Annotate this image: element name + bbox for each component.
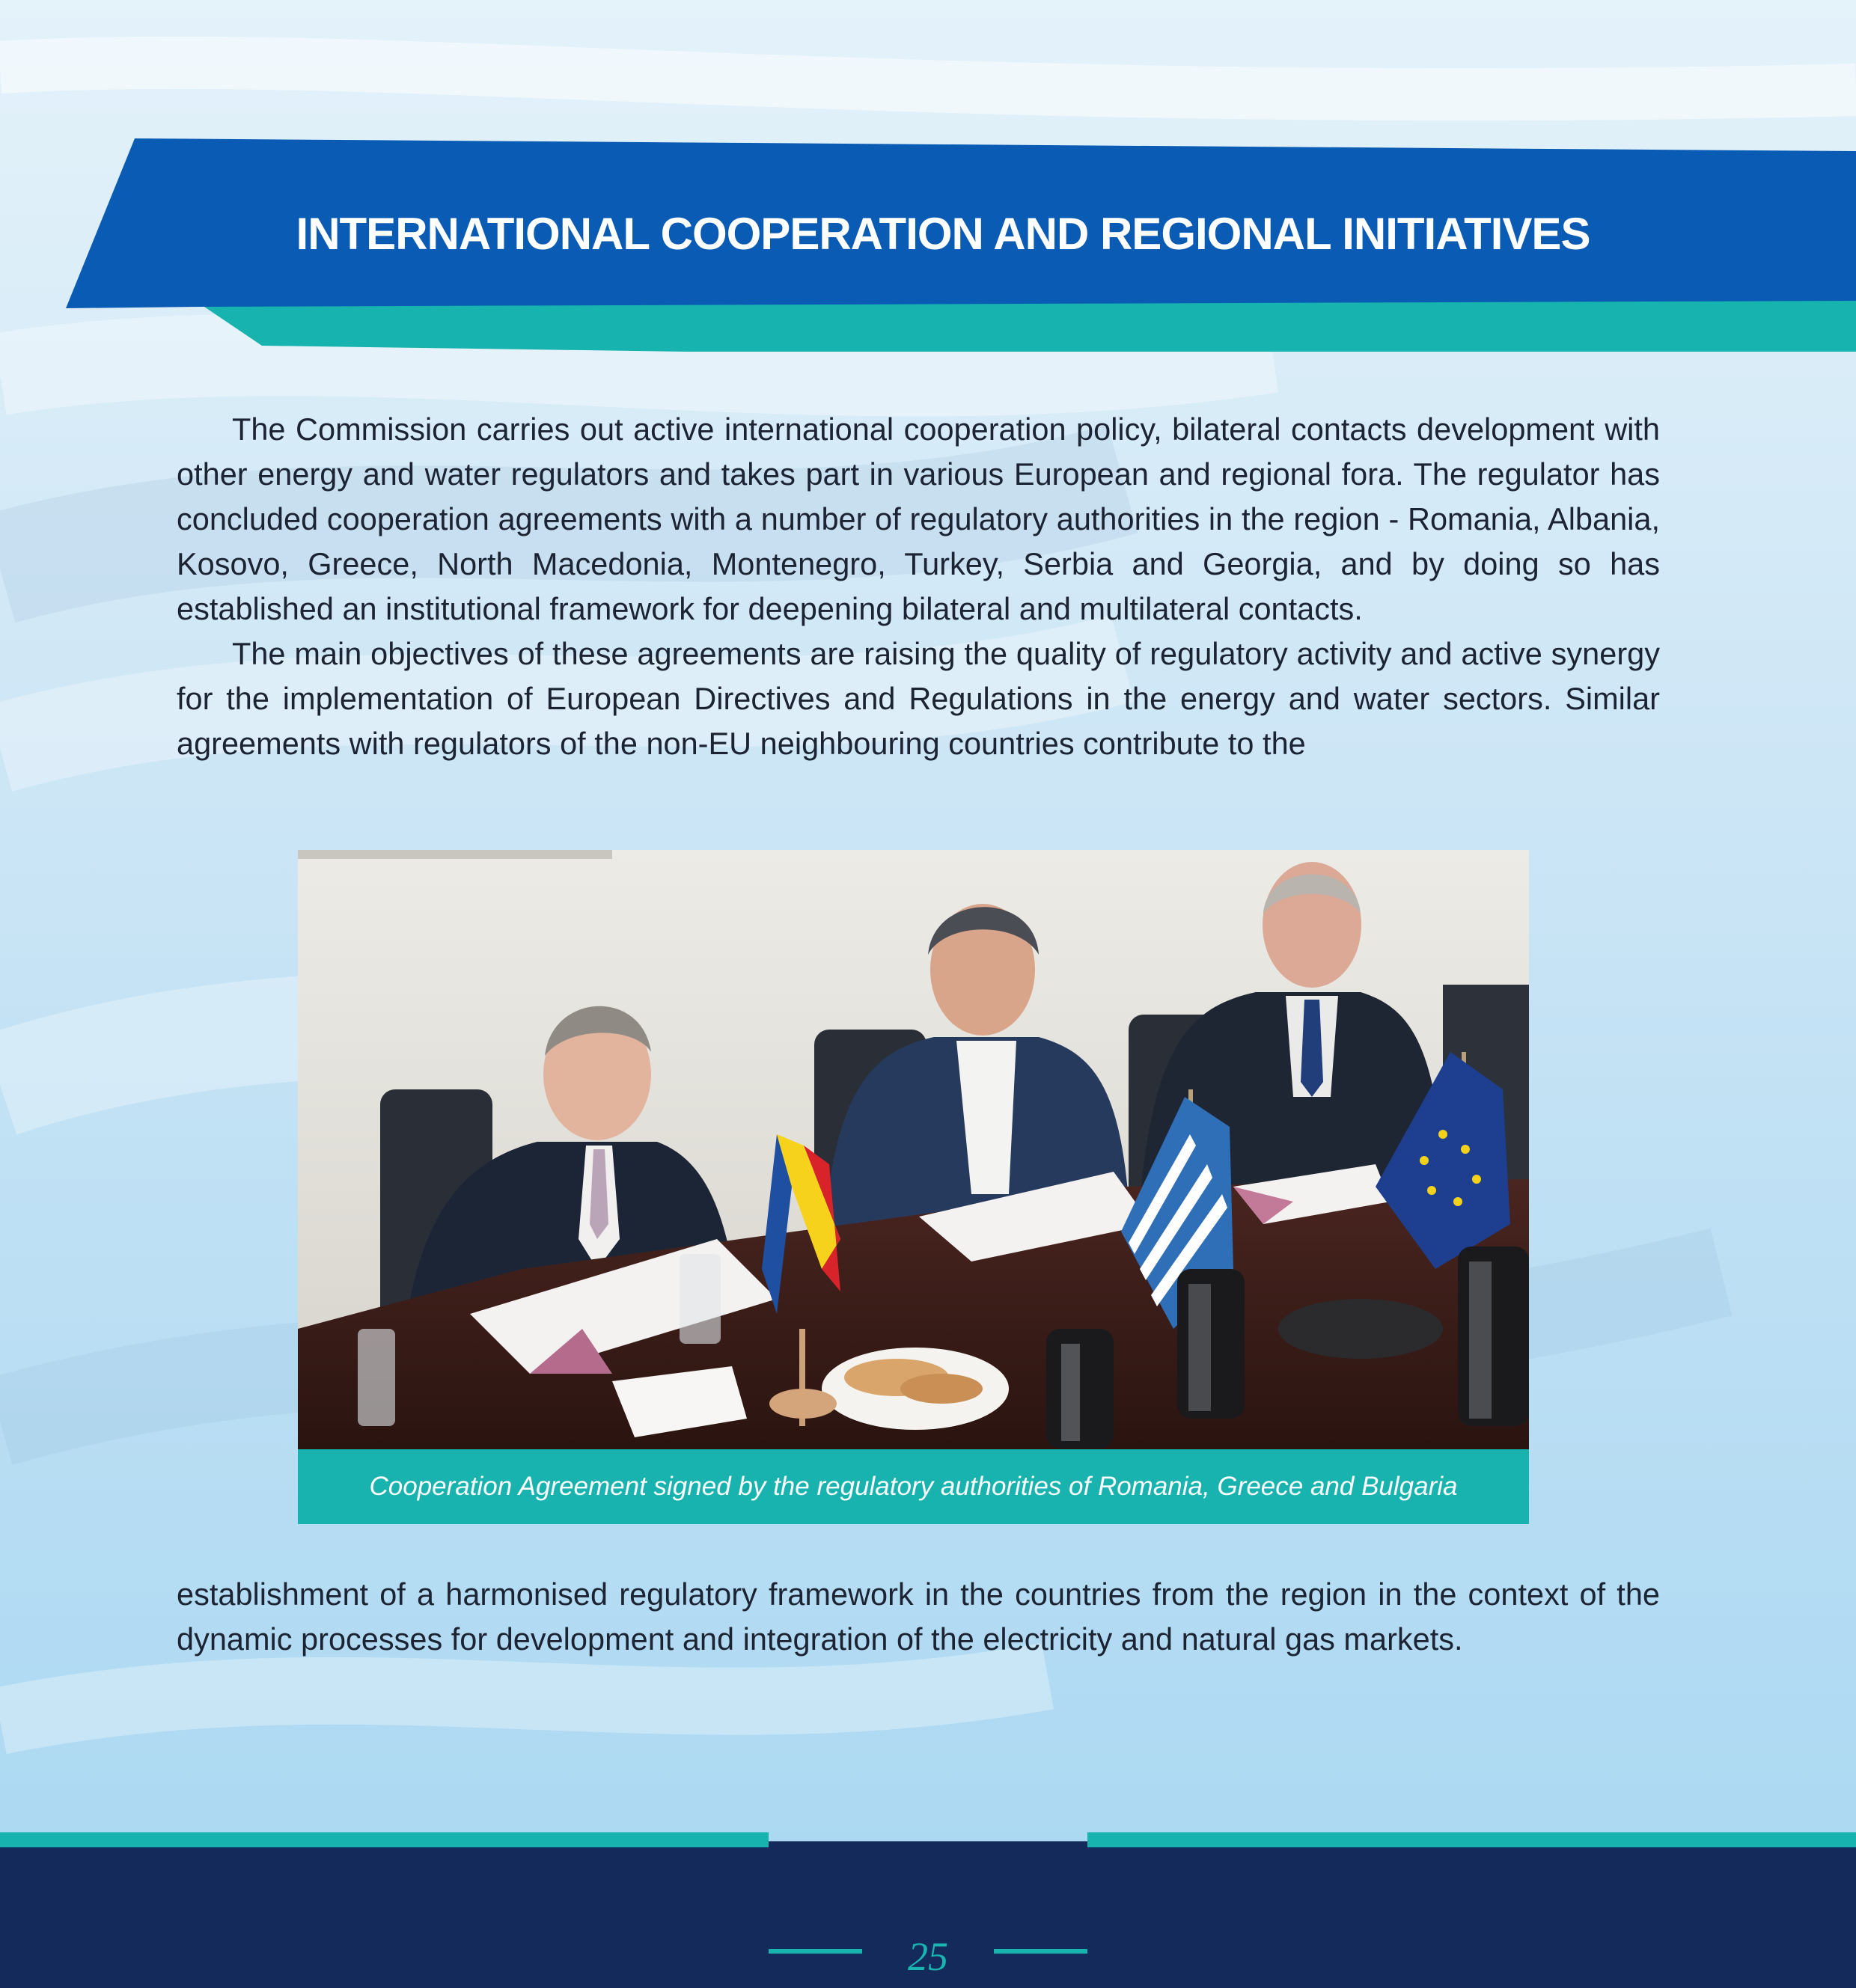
paragraph-3: establishment of a harmonised regulatory framework in the countries from the region in the context of the dynamic processes for development and integration of the electricity and natural gas markets. [177, 1576, 1660, 1657]
signing-ceremony-photo [298, 850, 1529, 1449]
paragraph-2: The main objectives of these agreements are raising the quality of regulatory activity and active synergy for the implementation of European Directives and Regulations in the energy and water sectors. Similar agreements with regulators of the non-EU neighbouring countries contribute to the [177, 636, 1660, 761]
photo-caption: Cooperation Agreement signed by the regulatory authorities of Romania, Greece and Bulgaria [369, 1472, 1458, 1501]
body-text-bottom [177, 1572, 1660, 1662]
body-text-top [177, 407, 1660, 766]
header-banner [0, 0, 1856, 352]
paragraph-1: The Commission carries out active international cooperation policy, bilateral contacts development with other energy and water regulators and takes part in various European and regional fora. The regulator has concluded cooperation agreements with a number of regulatory authorities in the region - Romania, Albania, Kosovo, Greece, North Macedonia, Montenegro, Turkey, Serbia and Georgia, and by doing so has established an institutional framework for deepening bilateral and multilateral contacts. [177, 412, 1660, 626]
photo-figure [298, 850, 1529, 1524]
page-title: INTERNATIONAL COOPERATION AND REGIONAL INITIATIVES [296, 209, 1590, 259]
page-number: 25 [908, 1934, 948, 1979]
